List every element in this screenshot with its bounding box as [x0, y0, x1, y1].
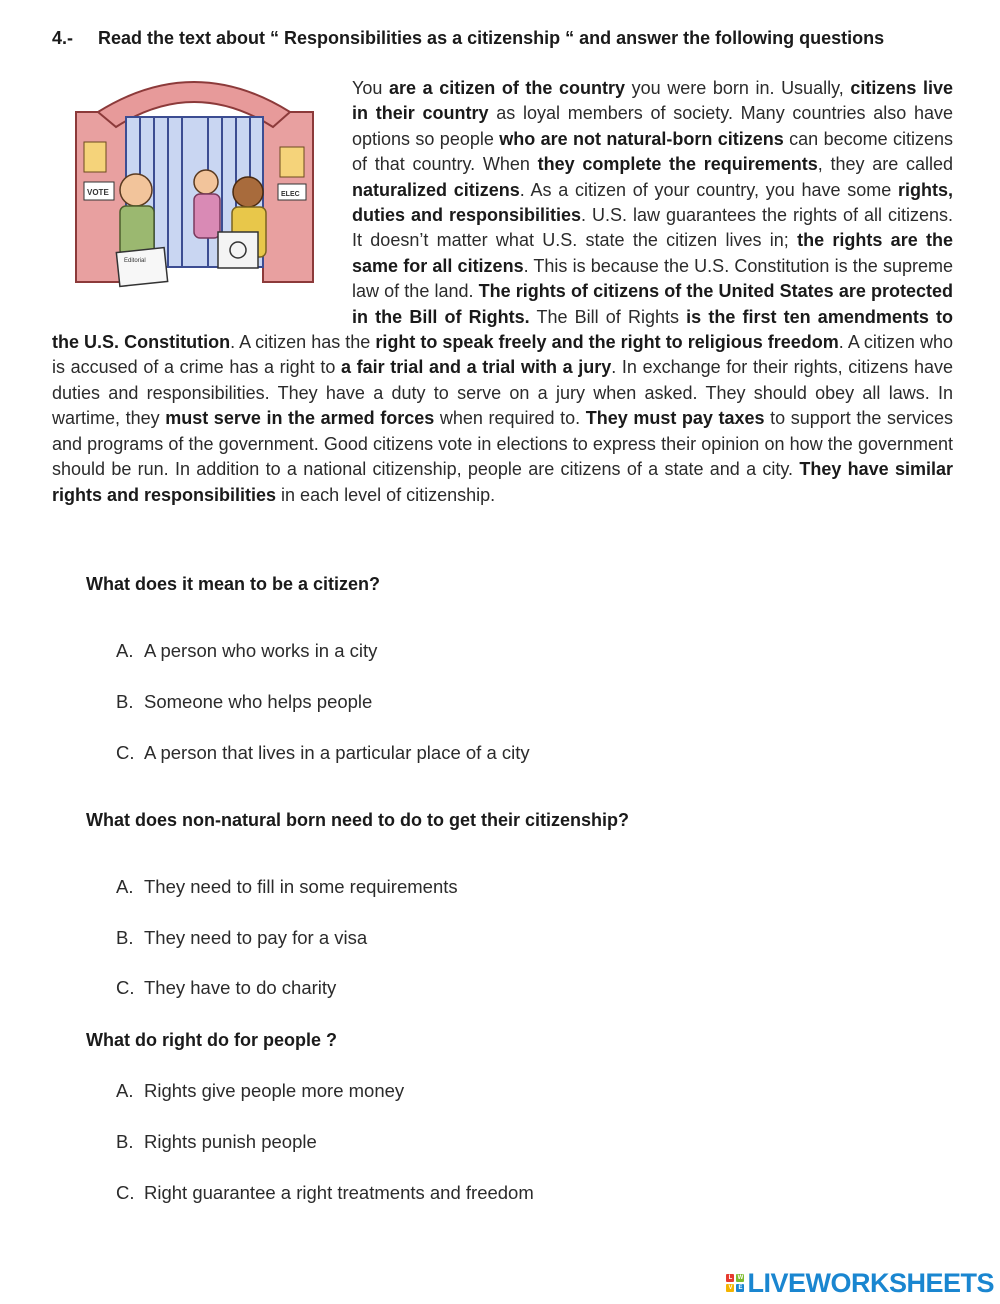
question-3: What do right do for people ?: [86, 1030, 337, 1050]
question-2-option-a[interactable]: [116, 876, 458, 898]
passage-bold: they complete the requirements: [537, 154, 818, 175]
passage-bold: The rights of citizens of the United States are protected in the Bill of Rights.: [352, 281, 953, 327]
question-2-option-b[interactable]: [116, 927, 367, 949]
question-1: What does it mean to be a citizen?: [86, 574, 381, 594]
option-text: They need to fill in some requirements: [144, 876, 458, 897]
option-text: Rights give people more money: [144, 1080, 405, 1101]
sign-vote: VOTE: [87, 188, 109, 197]
passage-text: You: [352, 78, 389, 98]
passage-bold: right to speak freely and the right to religious freedom: [375, 332, 839, 353]
passage-text: . In exchange for their rights, citizens have duties and responsibilities. They have a duty to serve on a jury when asked. They should obey all laws. In wartime, they: [52, 357, 953, 429]
option-letter: B.: [116, 1131, 134, 1152]
passage-bold: citizens live in their country: [352, 78, 953, 124]
passage-bold: the rights are the same for all citizens: [352, 230, 953, 276]
option-letter: B.: [116, 691, 134, 712]
logo-cube: E: [738, 1285, 743, 1291]
question-3-option-c[interactable]: [116, 1182, 534, 1204]
exercise-number: 4.-: [52, 28, 74, 48]
passage-text: . A citizen who is accused of a crime has a right to: [52, 332, 953, 378]
logo-text: LIVEWORKSHEETS: [747, 1267, 994, 1298]
option-letter: C.: [116, 977, 135, 998]
passage-text: in each level of citizenship.: [276, 484, 496, 505]
passage-text: when required to.: [434, 408, 586, 429]
question-3-option-a[interactable]: [116, 1080, 404, 1102]
question-1-option-c[interactable]: [116, 742, 530, 764]
option-letter: C.: [116, 742, 135, 763]
option-letter: B.: [116, 927, 134, 948]
passage-text: you were born in. Usually,: [625, 78, 851, 98]
option-text: A person that lives in a particular place of a city: [144, 742, 530, 763]
question-2: What does non-natural born need to do to get their citizenship?: [86, 810, 629, 830]
liveworksheets-logo[interactable]: [726, 1268, 994, 1298]
question-1-option-a[interactable]: [116, 640, 377, 662]
option-letter: C.: [116, 1182, 135, 1203]
reading-passage: [52, 76, 953, 508]
passage-bold: naturalized citizens: [352, 179, 520, 200]
option-text: They need to pay for a visa: [144, 927, 368, 948]
passage-text: The Bill of Rights: [529, 306, 687, 327]
option-letter: A.: [116, 876, 134, 897]
passage-bold: who are not natural-born citizens: [499, 128, 784, 149]
passage-text: to support the services and programs of the government. Good citizens vote in elections to express their opinion on how the government should be run. In addition to a national citizenship, people are citizens of a state and a city.: [52, 408, 954, 480]
question-3-option-b[interactable]: [116, 1131, 317, 1153]
option-text: Someone who helps people: [144, 691, 373, 712]
passage-bold: a fair trial and a trial with a jury: [340, 357, 612, 378]
option-text: Right guarantee a right treatments and freedom: [144, 1182, 534, 1203]
illustration-space: [52, 76, 352, 328]
passage-bold: is the first ten amendments to the U.S. Constitution: [52, 306, 953, 353]
passage-bold: They must pay taxes: [585, 408, 765, 429]
sign-elec: ELEC: [281, 191, 300, 198]
option-letter: A.: [116, 640, 134, 661]
question-2-option-c[interactable]: [116, 977, 336, 999]
passage-bold: They have similar rights and responsibilities: [52, 459, 953, 505]
logo-cubes-icon: [726, 1274, 744, 1292]
passage-bold: are a citizen of the country: [388, 78, 626, 98]
passage-text: can become citizens of that country. When: [352, 128, 954, 175]
exercise-header: [52, 28, 962, 49]
option-text: They have to do charity: [144, 977, 337, 998]
option-letter: A.: [116, 1080, 134, 1101]
logo-cube: L: [726, 1274, 734, 1282]
passage-text: . This is because the U.S. Constitution is the supreme law of the land.: [352, 255, 953, 302]
passage-text: , they are called: [817, 154, 953, 175]
newspaper-label: Editorial: [124, 258, 146, 264]
passage-text: as loyal members of society. Many countries also have options so people: [352, 103, 954, 149]
logo-cube: W: [737, 1275, 744, 1281]
passage-text: . A citizen has the: [230, 332, 376, 353]
passage-text: . As a citizen of your country, you have some: [519, 179, 898, 200]
option-text: A person who works in a city: [144, 640, 378, 661]
option-text: Rights punish people: [144, 1131, 317, 1152]
passage-bold: must serve in the armed forces: [165, 408, 435, 429]
question-1-option-b[interactable]: [116, 691, 372, 713]
passage-text: . U.S. law guarantees the rights of all citizens. It doesn’t matter what U.S. state the citizen lives in;: [352, 205, 953, 251]
passage-bold: rights, duties and responsibilities: [352, 179, 953, 226]
logo-cube: V: [728, 1285, 733, 1291]
exercise-title: Read the text about “ Responsibilities as a citizenship “ and answer the following questions: [98, 28, 885, 48]
